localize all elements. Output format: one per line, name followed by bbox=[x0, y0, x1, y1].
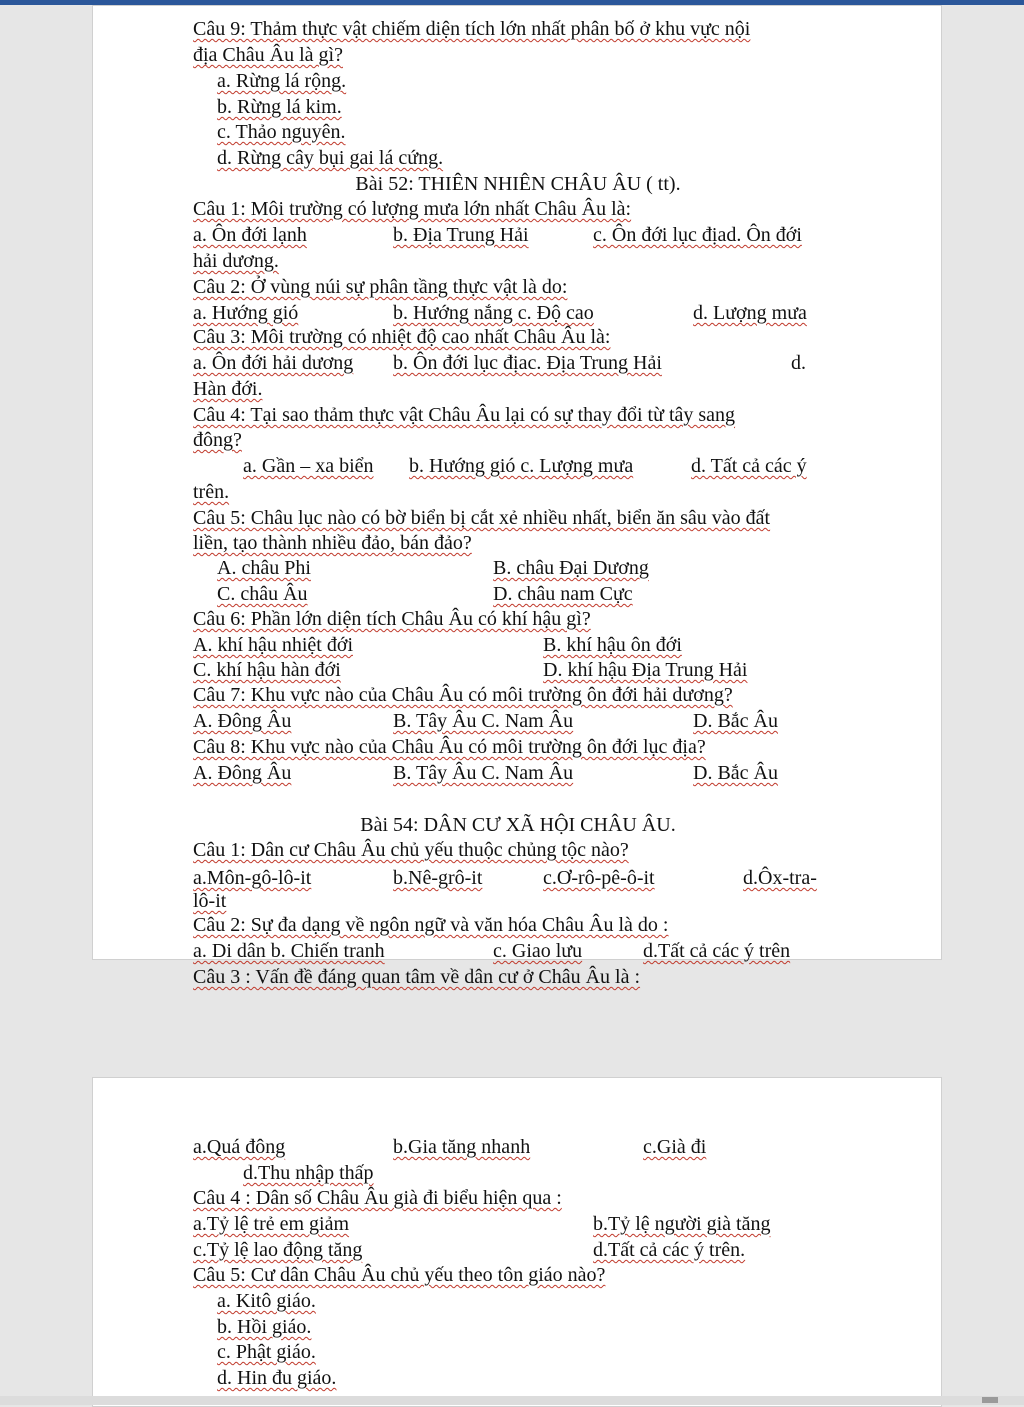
answer-c: c.Ơ-rô-pê-ô-it bbox=[543, 867, 655, 889]
answer-c: C. khí hậu hàn đới bbox=[193, 659, 341, 681]
answer-a: a.Môn-gô-lô-it bbox=[193, 867, 312, 889]
answer-b: b. Rừng lá kim. bbox=[217, 96, 342, 118]
answer-continuation: hải dương. bbox=[193, 250, 279, 272]
answer-continuation: Hàn đới. bbox=[193, 378, 263, 400]
answer-d: d. Hin đu giáo. bbox=[217, 1367, 337, 1389]
answer-b: b. Địa Trung Hải bbox=[393, 224, 529, 246]
question-4-text: Câu 4 : Dân số Châu Âu già đi biểu hiện qua : bbox=[193, 1187, 562, 1209]
answer-d-label: d. bbox=[791, 352, 806, 374]
answer-b: b. Hồi giáo. bbox=[217, 1316, 312, 1338]
answer-d: D. châu nam Cực bbox=[493, 583, 633, 605]
answer-d: D. Bắc Âu bbox=[693, 762, 778, 784]
answer-b-c: b. Hướng gió c. Lượng mưa bbox=[409, 455, 634, 477]
answer-c: C. châu Âu bbox=[217, 583, 308, 605]
answer-b-c: b. Ôn đới lục địac. Địa Trung Hải bbox=[393, 352, 662, 374]
question-3-text: Câu 3 : Vấn đề đáng quan tâm về dân cư ở Châu Âu là : bbox=[193, 966, 641, 988]
question-4-text-cont: đông? bbox=[193, 429, 242, 451]
answer-b: B. khí hậu ôn đới bbox=[543, 634, 682, 656]
question-7-text: Câu 7: Khu vực nào của Châu Âu có môi trường ôn đới hải dương? bbox=[193, 684, 733, 706]
answer-d: D. khí hậu Địa Trung Hải bbox=[543, 659, 748, 681]
answer-a: a.Quá đông bbox=[193, 1136, 286, 1158]
answer-a: a. Kitô giáo. bbox=[217, 1290, 316, 1312]
question-2-text: Câu 2: Ở vùng núi sự phân tầng thực vật là do: bbox=[193, 276, 568, 298]
answer-c: c. Phật giáo. bbox=[217, 1341, 316, 1363]
answer-a: A. khí hậu nhiệt đới bbox=[193, 634, 353, 656]
answer-b: b.Nê-grô-it bbox=[393, 867, 483, 889]
answer-a: A. Đông Âu bbox=[193, 710, 292, 732]
answer-a: a. Ôn đới lạnh bbox=[193, 224, 307, 246]
answer-a: a. Ôn đới hải dương bbox=[193, 352, 354, 374]
answer-a: A. Đông Âu bbox=[193, 762, 292, 784]
answer-b: b.Gia tăng nhanh bbox=[393, 1136, 531, 1158]
section-heading-54: Bài 54: DÂN CƯ XÃ HỘI CHÂU ÂU. bbox=[360, 814, 676, 836]
question-5-text: Câu 5: Cư dân Châu Âu chủ yếu theo tôn giáo nào? bbox=[193, 1264, 606, 1286]
question-9-text: Câu 9: Thảm thực vật chiếm diện tích lớn nhất phân bố ở khu vực nội bbox=[193, 18, 751, 40]
answer-a: a.Tỷ lệ trẻ em giảm bbox=[193, 1213, 350, 1235]
answer-a: a. Rừng lá rộng. bbox=[217, 70, 347, 92]
document-page-1 bbox=[92, 5, 942, 988]
answer-a: A. châu Phi bbox=[217, 557, 311, 579]
question-5-text: Câu 5: Châu lục nào có bờ biển bị cắt xẻ nhiều nhất, biển ăn sâu vào đất bbox=[193, 507, 771, 529]
question-8-text: Câu 8: Khu vực nào của Châu Âu có môi trường ôn đới lục địa? bbox=[193, 736, 706, 758]
answer-continuation: trên. bbox=[193, 481, 230, 503]
answer-d: D. Bắc Âu bbox=[693, 710, 778, 732]
answer-a: a. Gần – xa biển bbox=[243, 455, 374, 477]
answer-c: c. Thảo nguyên. bbox=[217, 121, 346, 143]
question-4-text: Câu 4: Tại sao thảm thực vật Châu Âu lại có sự thay đổi từ tây sang bbox=[193, 404, 736, 426]
answer-d: d. Rừng cây bụi gai lá cứng. bbox=[217, 147, 444, 169]
question-1-text: Câu 1: Dân cư Châu Âu chủ yếu thuộc chủng tộc nào? bbox=[193, 839, 629, 861]
question-1-text: Câu 1: Môi trường có lượng mưa lớn nhất Châu Âu là: bbox=[193, 198, 632, 220]
answer-d: d. Lượng mưa bbox=[693, 302, 807, 324]
answer-b-c: b. Hướng nắng c. Độ cao bbox=[393, 302, 594, 324]
question-2-text: Câu 2: Sự đa dạng về ngôn ngữ và văn hóa Châu Âu là do : bbox=[193, 914, 669, 936]
answer-b: b.Tỷ lệ người già tăng bbox=[593, 1213, 771, 1235]
answer-b-c: B. Tây Âu C. Nam Âu bbox=[393, 710, 574, 732]
question-6-text: Câu 6: Phần lớn diện tích Châu Âu có khí hậu gì? bbox=[193, 608, 591, 630]
question-9-text-cont: địa Châu Âu là gì? bbox=[193, 44, 343, 66]
answer-c: c. Giao lưu bbox=[493, 940, 583, 962]
answer-c-d: c. Ôn đới lục địad. Ôn đới bbox=[593, 224, 802, 246]
section-heading-52: Bài 52: THIÊN NHIÊN CHÂU ÂU ( tt). bbox=[355, 173, 681, 195]
answer-b-c: B. Tây Âu C. Nam Âu bbox=[393, 762, 574, 784]
document-page-2 bbox=[92, 1077, 942, 1407]
answer-c: c.Già đi bbox=[643, 1136, 707, 1158]
answer-continuation: lô-it bbox=[193, 890, 227, 912]
question-3-text: Câu 3: Môi trường có nhiệt độ cao nhất Châu Âu là: bbox=[193, 326, 611, 348]
answer-d: d.Tất cả các ý trên. bbox=[593, 1239, 746, 1261]
answer-a-b: a. Di dân b. Chiến tranh bbox=[193, 940, 385, 962]
answer-b: B. châu Đại Dương bbox=[493, 557, 649, 579]
view-mode-icon[interactable] bbox=[982, 1397, 998, 1403]
answer-a: a. Hướng gió bbox=[193, 302, 299, 324]
question-5-text-cont: liền, tạo thành nhiều đảo, bán đảo? bbox=[193, 532, 472, 554]
answer-d: d.Thu nhập thấp bbox=[243, 1162, 374, 1184]
status-bar bbox=[0, 1396, 1024, 1405]
answer-d: d. Tất cả các ý bbox=[691, 455, 807, 477]
answer-d: d.Ôx-tra- bbox=[743, 867, 817, 889]
answer-c: c.Tỷ lệ lao động tăng bbox=[193, 1239, 363, 1261]
answer-d: d.Tất cả các ý trên bbox=[643, 940, 791, 962]
